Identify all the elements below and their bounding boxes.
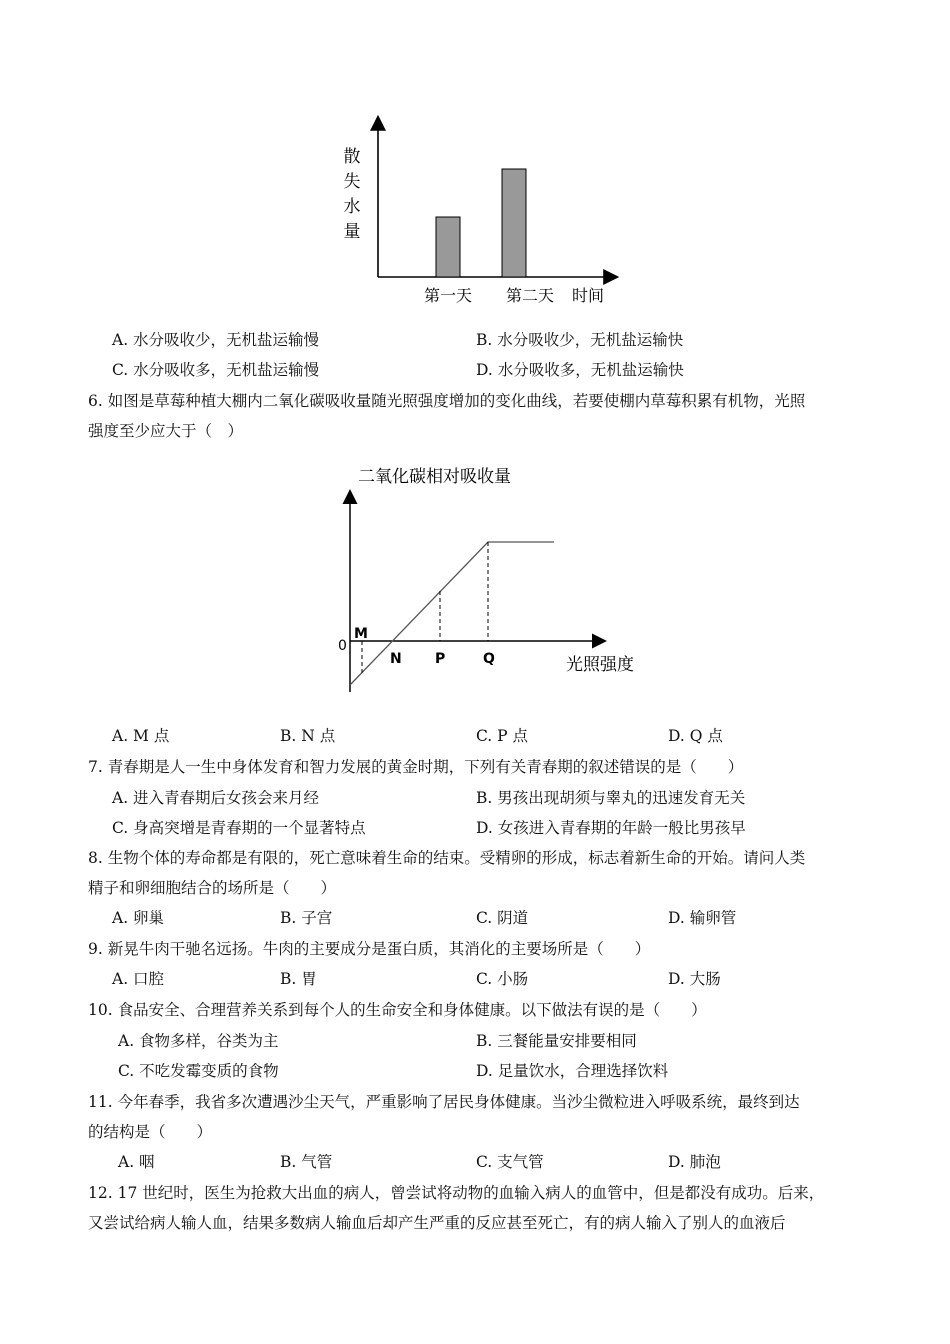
origin-label: 0 xyxy=(338,638,347,654)
q12-stem-line2: 又尝试给病人输人血，结果多数病人输血后却产生严重的反应甚至死亡，有的病人输入了别人的血液后 xyxy=(88,1214,786,1232)
q11-option-b[interactable]: B. 气管 xyxy=(280,1153,333,1171)
q9-option-c[interactable]: C. 小肠 xyxy=(476,970,529,988)
x-axis-label: 时间 xyxy=(571,286,605,305)
q9-option-b[interactable]: B. 胃 xyxy=(280,970,317,988)
q6-option-a[interactable]: A. M 点 xyxy=(112,727,170,745)
q6-option-d[interactable]: D. Q 点 xyxy=(668,727,723,745)
q7-option-a[interactable]: A. 进入青春期后女孩会来月经 xyxy=(112,789,320,807)
q11-option-c[interactable]: C. 支气管 xyxy=(476,1153,544,1171)
q9-option-d[interactable]: D. 大肠 xyxy=(668,970,721,988)
q9-stem: 9. 新晃牛肉干驰名远扬。牛肉的主要成分是蛋白质，其消化的主要场所是（ ） xyxy=(88,940,651,958)
point-n-label: N xyxy=(390,651,402,667)
q11-stem-line2: 的结构是（ ） xyxy=(88,1123,213,1141)
q6-option-b[interactable]: B. N 点 xyxy=(280,727,336,745)
q8-option-c[interactable]: C. 阴道 xyxy=(476,909,529,927)
q5-option-c[interactable]: C. 水分吸收多，无机盐运输慢 xyxy=(112,361,320,379)
y-label-char: 散 xyxy=(343,147,361,167)
q12-stem-line1: 12. 17 世纪时，医生为抢救大出血的病人，曾尝试将动物的血输入病人的血管中，但是都没有成功。后来， xyxy=(88,1184,825,1202)
y-label-char: 失 xyxy=(343,172,361,192)
point-p-label: P xyxy=(435,651,446,667)
bar-day2 xyxy=(502,169,526,277)
y-label-char: 量 xyxy=(343,222,361,242)
q7-option-d[interactable]: D. 女孩进入青春期的年龄一般比男孩早 xyxy=(476,819,746,837)
x-tick-label-day1: 第一天 xyxy=(423,286,473,305)
q10-option-c[interactable]: C. 不吃发霉变质的食物 xyxy=(118,1062,279,1080)
y-label-char: 水 xyxy=(343,197,361,217)
q5-option-b[interactable]: B. 水分吸收少，无机盐运输快 xyxy=(476,331,684,349)
q7-option-b[interactable]: B. 男孩出现胡须与睾丸的迅速发育无关 xyxy=(476,789,746,807)
x-axis-title: 光照强度 xyxy=(566,655,634,675)
q9-option-a[interactable]: A. 口腔 xyxy=(112,970,165,988)
q10-option-a[interactable]: A. 食物多样，谷类为主 xyxy=(118,1032,279,1050)
q8-stem-line2: 精子和卵细胞结合的场所是（ ） xyxy=(88,879,337,897)
q5-option-d[interactable]: D. 水分吸收多，无机盐运输快 xyxy=(476,361,684,379)
q8-option-d[interactable]: D. 输卵管 xyxy=(668,909,737,927)
q6-option-c[interactable]: C. P 点 xyxy=(476,727,529,745)
point-m-label: M xyxy=(354,626,368,642)
q11-option-a[interactable]: A. 咽 xyxy=(118,1153,155,1171)
co2-curve xyxy=(350,542,554,685)
q8-stem-line1: 8. 生物个体的寿命都是有限的，死亡意味着生命的结束。受精卵的形成，标志着新生命的开始。请问人类 xyxy=(88,849,806,867)
q10-option-b[interactable]: B. 三餐能量安排要相同 xyxy=(476,1032,637,1050)
q11-stem-line1: 11. 今年春季，我省多次遭遇沙尘天气，严重影响了居民身体健康。当沙尘微粒进入呼吸系统，最终到达 xyxy=(88,1093,800,1111)
q10-stem: 10. 食品安全、合理营养关系到每个人的生命安全和身体健康。以下做法有误的是（ ） xyxy=(88,1001,707,1019)
co2-absorption-chart xyxy=(330,460,650,705)
q6-stem-line1: 6. 如图是草莓种植大棚内二氧化碳吸收量随光照强度增加的变化曲线，若要使棚内草莓积累有机物，光照 xyxy=(88,392,806,410)
x-tick-label-day2: 第二天 xyxy=(505,286,555,305)
point-q-label: Q xyxy=(483,651,495,667)
q11-option-d[interactable]: D. 肺泡 xyxy=(668,1153,721,1171)
bar-day1 xyxy=(436,217,460,277)
q7-stem: 7. 青春期是人一生中身体发育和智力发展的黄金时期，下列有关青春期的叙述错误的是（ ） xyxy=(88,758,744,776)
q8-option-a[interactable]: A. 卵巢 xyxy=(112,909,165,927)
q6-stem-line2: 强度至少应大于（ ） xyxy=(88,422,244,440)
q7-option-c[interactable]: C. 身高突增是青春期的一个显著特点 xyxy=(112,819,366,837)
q10-option-d[interactable]: D. 足量饮水，合理选择饮料 xyxy=(476,1062,669,1080)
q5-option-a[interactable]: A. 水分吸收少，无机盐运输慢 xyxy=(112,331,320,349)
water-loss-bar-chart xyxy=(330,110,630,310)
q8-option-b[interactable]: B. 子宫 xyxy=(280,909,333,927)
y-axis-title: 二氧化碳相对吸收量 xyxy=(358,467,511,487)
